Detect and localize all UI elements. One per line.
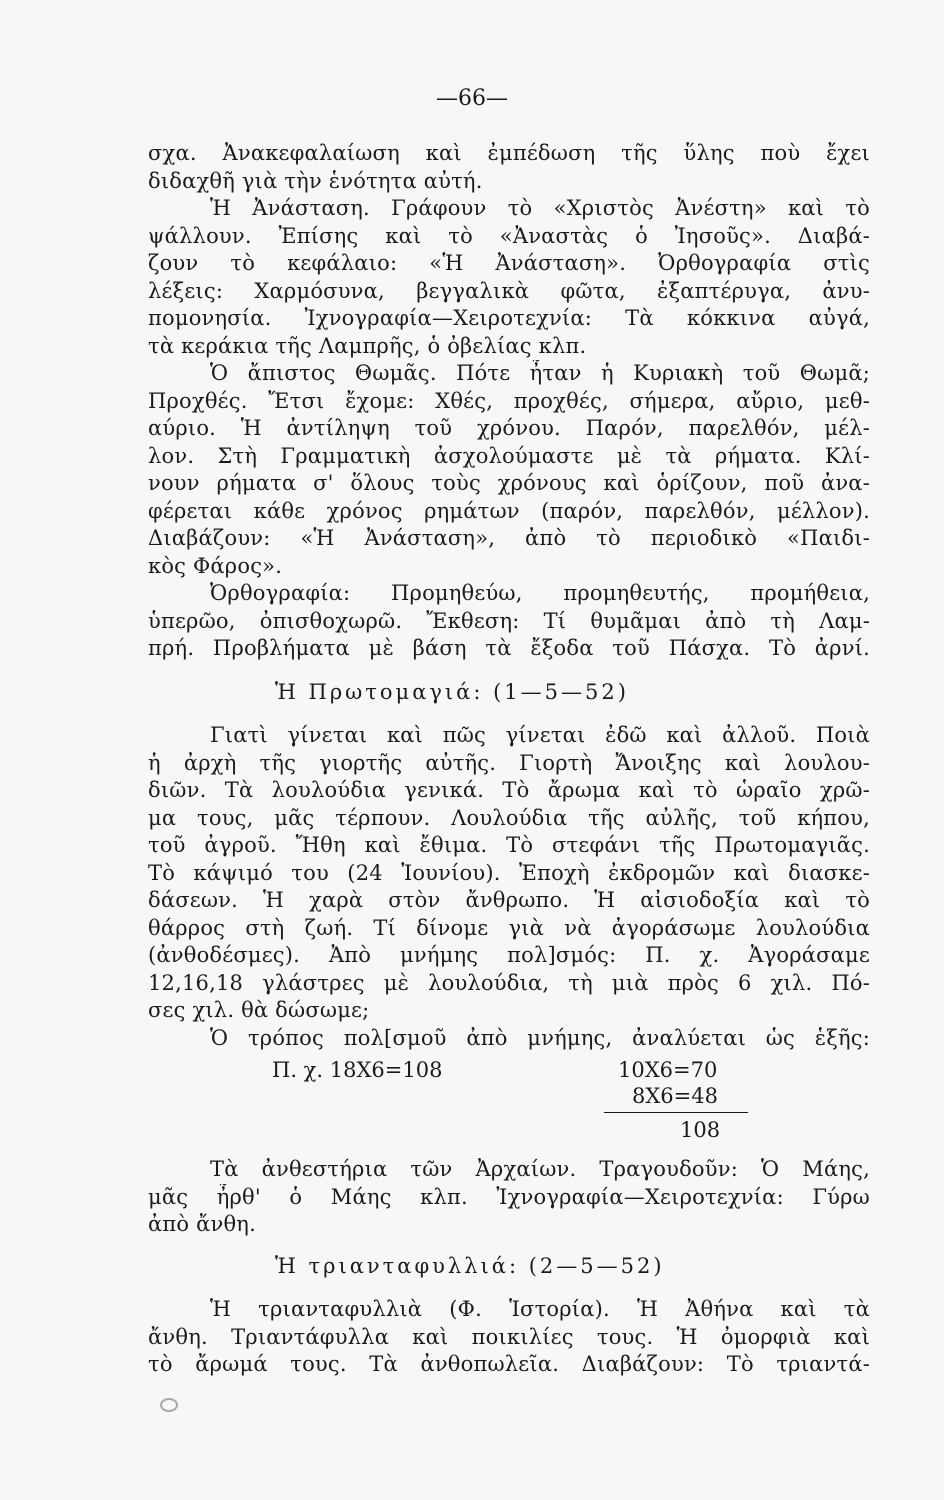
text-line: Ὀρθογραφία: Προμηθεύω, προμηθευτής, προμήθεια, — [210, 581, 870, 605]
text-line: ὑπερῶο, ὀπισθοχωρῶ. Ἔκθεση: Τί θυμᾶμαι ἀπὸ τὴ Λαμ- — [148, 608, 870, 633]
text-line: τὸ ἄρωμά τους. Τὰ ἀνθοπωλεῖα. Διαβάζουν: Τὸ τριαντά- — [148, 1352, 870, 1376]
paper-blemish — [160, 1398, 178, 1412]
text-line: ἡ ἀρχὴ τῆς γιορτῆς αὐτῆς. Γιορτὴ Ἄνοιξης καὶ λουλου- — [148, 750, 870, 775]
text-line: Ὁ ἄπιστος Θωμᾶς. Πότε ἦταν ἡ Κυριακὴ τοῦ Θωμᾶ; — [210, 361, 870, 385]
text-line: διῶν. Τὰ λουλούδια γενικά. Τὸ ἄρωμα καὶ τὸ ὡραῖο χρῶ- — [148, 778, 870, 802]
text-line: Τὰ ἀνθεστήρια τῶν Ἀρχαίων. Τραγουδοῦν: Ὁ Μάης, — [210, 1157, 870, 1181]
text-block-4 — [148, 1296, 870, 1379]
text-line: ἀπὸ ἄνθη. — [148, 1212, 256, 1236]
math-result: 108 — [680, 1118, 721, 1142]
text-line: Προχθές. Ἔτσι ἔχομε: Χθές, προχθές, σήμερα, αὔριο, μεθ- — [148, 388, 870, 413]
text-line: ψάλλουν. Ἐπίσης καὶ τὸ «Ἀναστὰς ὁ Ἰησοῦς». Διαβά- — [148, 223, 870, 248]
text-line: ἄνθη. Τριαντάφυλλα καὶ ποικιλίες τους. Ἡ ὀμορφιὰ καὶ — [148, 1324, 870, 1349]
text-line: κὸς Φάρος». — [148, 553, 283, 578]
text-line: Ἡ τριανταφυλλιὰ (Φ. Ἱστορία). Ἡ Ἀθήνα καὶ τὰ — [210, 1297, 870, 1321]
text-line: Ὁ τρόπος πολ[σμοῦ ἀπὸ μνήμης, ἀναλύεται ὡς ἑξῆς: — [210, 1025, 870, 1050]
text-line: Τὸ κάψιμό του (24 Ἰουνίου). Ἐποχὴ ἐκδρομῶν καὶ διασκε- — [148, 860, 870, 885]
page-number: —66— — [436, 86, 508, 111]
math-example-left: Π. χ. 18Χ6=108 — [272, 1058, 443, 1082]
text-line: διδαχθῆ γιὰ τὴν ἑνότητα αὐτή. — [148, 168, 483, 193]
text-block-3 — [148, 1156, 870, 1239]
text-line: 12,16,18 γλάστρες μὲ λουλούδια, τὴ μιὰ πρὸς 6 χιλ. Πό- — [148, 970, 870, 995]
math-step-1: 10Χ6=70 — [618, 1058, 718, 1082]
text-line: λον. Στὴ Γραμματικὴ ἀσχολούμαστε μὲ τὰ ρήματα. Κλί- — [148, 443, 870, 468]
text-line: πομονησία. Ἰχνογραφία—Χειροτεχνία: Τὰ κόκκινα αὐγά, — [148, 306, 870, 330]
text-line: σχα. Ἀνακεφαλαίωση καὶ ἐμπέδωση τῆς ὕλης ποὺ ἔχει — [148, 141, 870, 165]
text-line: μᾶς ἦρθ' ὁ Μάης κλπ. Ἰχνογραφία—Χειροτεχνία: Γύρω — [148, 1184, 870, 1209]
text-block-2 — [148, 722, 870, 1052]
text-line: Ἡ Ἀνάσταση. Γράφουν τὸ «Χριστὸς Ἀνέστη» καὶ τὸ — [210, 196, 870, 220]
text-line: νουν ρήματα σ' ὅλους τοὺς χρόνους καὶ ὁρίζουν, ποῦ ἀνα- — [148, 471, 870, 495]
text-line: θάρρος στὴ ζωή. Τί δίνομε γιὰ νὰ ἀγοράσωμε λουλούδια — [148, 915, 870, 940]
text-line: τὰ κεράκια τῆς Λαμπρῆς, ὁ ὀβελίας κλπ. — [148, 333, 587, 358]
text-line: Διαβάζουν: «Ἡ Ἀνάσταση», ἀπὸ τὸ περιοδικὸ «Παιδι- — [148, 526, 870, 550]
text-line: αύριο. Ἡ ἀντίληψη τοῦ χρόνου. Παρόν, παρελθόν, μέλ- — [148, 416, 870, 440]
section-title-triantafyllia: Ἡ τριανταφυλλιά: (2—5—52) — [275, 1254, 665, 1278]
text-line: λέξεις: Χαρμόσυνα, βεγγαλικὰ φῶτα, ἐξαπτέρυγα, ἀνυ- — [148, 278, 870, 303]
text-line: ζουν τὸ κεφάλαιο: «Ἡ Ἀνάσταση». Ὀρθογραφία στὶς — [148, 251, 870, 275]
text-line: μα τους, μᾶς τέρπουν. Λουλούδια τῆς αὐλῆς, τοῦ κήπου, — [148, 805, 870, 830]
text-block-1 — [148, 140, 870, 663]
text-line: (ἀνθοδέσμες). Ἀπὸ μνήμης πολ]σμός: Π. χ. Ἀγοράσαμε — [148, 943, 870, 967]
sum-rule — [604, 1112, 748, 1113]
math-step-2: 8Χ6=48 — [632, 1084, 718, 1108]
section-title-protomagia: Ἡ Πρωτομαγιά: (1—5—52) — [275, 680, 629, 704]
text-line: δάσεων. Ἡ χαρὰ στὸν ἄνθρωπο. Ἡ αἰσιοδοξία καὶ τὸ — [148, 888, 870, 912]
text-line: σες χιλ. θὰ δώσωμε; — [148, 998, 370, 1022]
text-line: πρή. Προβλήματα μὲ βάση τὰ ἔξοδα τοῦ Πάσχα. Τὸ ἀρνί. — [148, 636, 870, 660]
text-line: τοῦ ἀγροῦ. Ἤθη καὶ ἔθιμα. Τὸ στεφάνι τῆς Πρωτομαγιᾶς. — [148, 833, 870, 857]
text-line: φέρεται κάθε χρόνος ρημάτων (παρόν, παρελθόν, μέλλον). — [148, 498, 870, 523]
text-line: Γιατὶ γίνεται καὶ πῶς γίνεται ἐδῶ καὶ ἀλλοῦ. Ποιὰ — [210, 723, 870, 747]
